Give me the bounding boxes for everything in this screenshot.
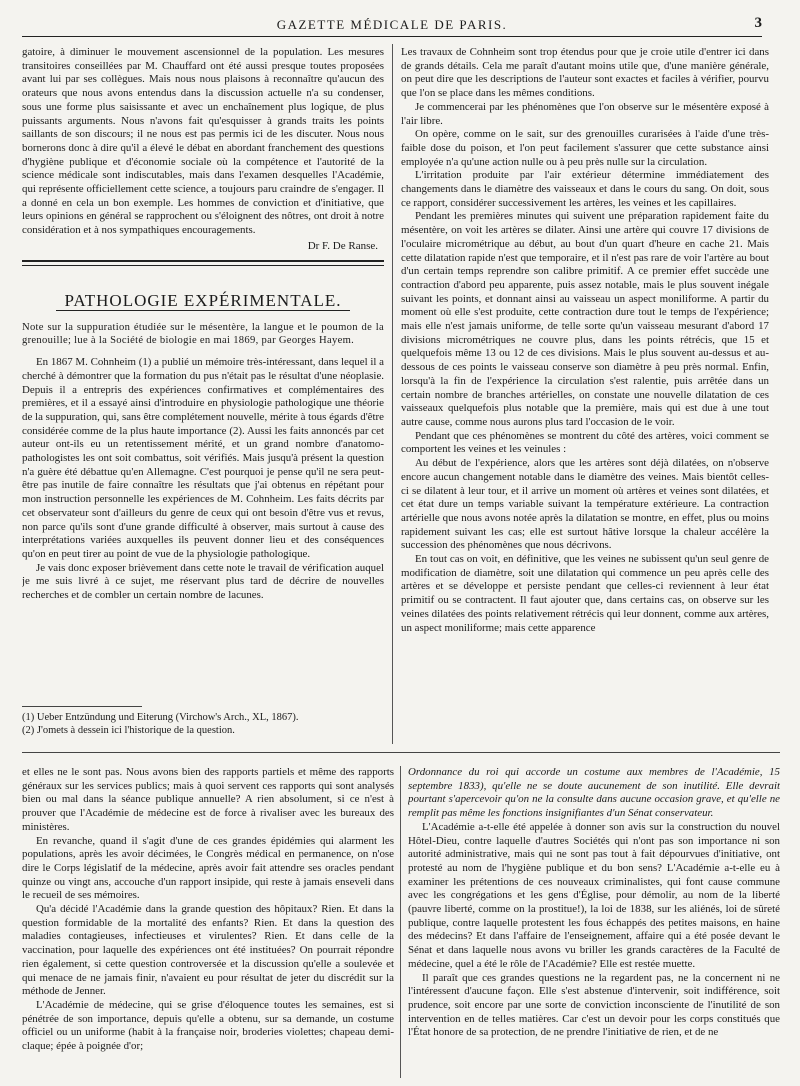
article-paragraph: Je commencerai par les phénomènes que l'on observe sur le mésentère exposé à l'air libre.: [401, 100, 769, 127]
spacer: [22, 348, 384, 356]
article-paragraph: gatoire, à diminuer le mouvement ascensionnel de la population. Les mesures transitoires conseillées par M. Chauffard ont été aussi presque toutes proposées avant lui par ses collègues. Mais nous nous plaisons à reconnaître qu'aucun des orateurs que nous avons entendus dans la discussion actuelle n'a su condenser, sous une forme plus saisissante et avec un enchaînement plus logique, de plus puissants arguments. Nous n'avons fait qu'esquisser à grands traits les points saillants de son discours; il ne nous est pas permis ici de les discuter. Nous nous bornerons donc à dire qu'il a élevé le débat en abordant franchement des questions d'hygiène publique et d'économie sociale où la compétence et l'autorité de la science médicale sont indiscutables, mais dans l'examen desquelles l'Académie, qui représente officiellement cette science, a toujours paru craindre de s'engager. Il a donné en cela un bon exemple. Les hommes de conviction et d'initiative, que leurs opinions en général se rapprochent ou s'éloignent des nôtres, ont droit à notre considération et à nos sympathiques encouragements.: [22, 46, 384, 237]
section-separator: [22, 260, 384, 266]
article-paragraph: Les travaux de Cohnheim sont trop étendus pour que je croie utile d'entrer ici dans de grands détails. Cela me paraît d'autant moins utile que, d'une manière générale, on peut dire que les descriptions de l'auteur sont exactes et faciles à vérifier, pourvu que l'on se place dans les mêmes conditions.: [401, 46, 769, 100]
section-title: PATHOLOGIE EXPÉRIMENTALE.: [56, 294, 349, 311]
feuilleton-paragraph: Il paraît que ces grandes questions ne la regardent pas, ne la concernent ni ne l'intéressent d'aucune façon. Elle s'est abstenue d'intervenir, soit indifférence, soit prudence, soit encore par une sorte de conviction inconsciente de l'inutilité de son intervention en de telles matières. Car c'est un devoir pour les corps constitués que l'État honore de sa protection, de ne prendre l'initiative de rien, et de ne: [408, 971, 780, 1039]
author-signature: Dr F. De Ranse.: [307, 239, 378, 252]
footnote-rule: [22, 706, 142, 707]
article-paragraph: On opère, comme on le sait, sur des grenouilles curarisées à l'aide d'une très-faible dose du poison, et l'on peut facilement s'assurer que cette substance ainsi employée n'a qu'une action nulle ou à peu près nulle sur la circulation.: [401, 128, 769, 168]
page-header: [22, 14, 762, 37]
ordinance-title: Ordonnance du roi qui accorde un costume aux membres de l'Académie, 15 septembre 1833), qu'elle ne se doute aucunement de son inutilité. Elle devrait pourtant s'apercevoir qu'on ne la consulte dans aucune occasion grave, et qu'elle ne remplit pas même les fonctions insignifiantes d'un Sénat conservateur.: [408, 766, 780, 820]
column-upper-right: [401, 46, 769, 742]
footnotes: [22, 700, 384, 746]
article-paragraph: Pendant que ces phénomènes se montrent du côté des artères, voici comment se comportent les veines et les veinules :: [401, 429, 769, 456]
column-lower-right: [408, 766, 780, 1082]
article-paragraph: Au début de l'expérience, alors que les artères sont déjà dilatées, on n'observe encore aucun changement notable dans le diamètre des veines. Mais bientôt celles-ci se dilatent à leur tour, et il arrive un moment où artères et veines sont dilatées, et cet état dure un temps variable suivant la température extérieure. La contraction artérielle que nous avons notée après la dilatation se montre, en effet, plus ou moins rapidement suivant les cas; elle est surtout hâtive lorsque la chaleur accélère la succession des phénomènes que nous décrivons.: [401, 457, 769, 552]
column-upper-left-article-end: [22, 46, 384, 284]
section-paragraph: En 1867 M. Cohnheim (1) a publié un mémoire très-intéressant, dans lequel il a cherché à démontrer que la formation du pus n'était pas le résultat d'une néoplasie. Depuis il a entrepris des expériences confirmatives et complémentaires des premières, et il a essayé ainsi d'introduire en physiologie pathologique une théorie de la suppuration, qui, sans être complétement nouvelle, mérite à tous égards d'être considérée comme de la plus haute importance (2). Aussi les faits annoncés par cet auteur ont-ils eu un retentissement mérité, et un grand nombre d'anatomo-pathologistes les ont soit combattus, soit vérifiés. Mais jusqu'à présent la question n'a guère été débattue qu'en Allemagne. C'est pourquoi je pense qu'il ne sera peut-être pas inutile de faire connaître les résultats que j'ai obtenus en répétant pour mon instruction personnelle les expériences de M. Cohnheim. Les faits décrits par cet observateur sont d'ailleurs du genre de ceux qui ont besoin d'être vus et revus, non parce qu'ils sont d'une grande difficulté à observer, mais surtout à cause des interprétations variées auxquelles ils peuvent donner lieu et des conséquences qu'on en peut tirer au point de vue de la physiologie pathologique.: [22, 356, 384, 560]
article-paragraph: L'irritation produite par l'air extérieur détermine immédiatement des changements dans le diamètre des vaisseaux et dans le cours du sang. On doit, sous ce rapport, considérer successivement les artères, les veines et les capillaires.: [401, 169, 769, 209]
section-heading: [22, 291, 384, 311]
journal-title: GAZETTE MÉDICALE DE PARIS.: [276, 17, 508, 32]
note-heading: Note sur la suppuration étudiée sur le mésentère, la langue et le poumon de la grenouille; lue à la Société de biologie en mai 1869, par Georges Hayem.: [22, 321, 384, 347]
feuilleton-paragraph: et elles ne le sont pas. Nous avons bien des rapports partiels et même des rapports généraux sur les services publics; mais à quoi servent ces rapports qui sont analysés bien ou mal dans la séance publique annuelle? A rien absolument, si ce n'est à prouver que l'Académie de médecine est de force à rivaliser avec les bureaux des ministères.: [22, 766, 394, 833]
article-paragraph: Pendant les premières minutes qui suivent une préparation rapidement faite du mésentère, on voit les artères se dilater. Ainsi une artère qui couvre 17 divisions de l'oculaire micrométrique au début, au bout d'un quart d'heure en cache 21. Mais cette dilatation rapide n'est que temporaire, et il n'est pas rare de voir l'artère au bout d'un certain temps reprendre son calibre primitif. A ce premier effet succède une contraction d'abord peu apparente, puis assez notable, mais le plus souvent inégale suivant les points, et donnant ainsi au vaisseau un aspect moniliforme. A partir du moment où elle s'est produite, cette contraction dure tout le temps de l'expérience; mais elle n'est jamais uniforme, de telle sorte qu'un vaisseau mesurant d'abord 17 divisions micrométriques ne couvre plus, dans les points rétrécis, que 15 et quelquefois même 13 ou 12 de ces divisions. Mais le plus souvent au-dessus et au-dessous de ces points le vaisseau conserve son diamètre à peu près normal. Enfin, lorsqu'à la fin de l'expérience la circulation s'est ralentie, puis arrêtée dans un certain nombre de branches artérielles, on constate une nouvelle dilatation de ces vaisseaux quelquefois plus notable que la première, mais qui est due à une tout autre cause, comme nous aurons plus tard l'occasion de le voir.: [401, 210, 769, 428]
column-divider: [400, 766, 401, 1078]
footnote: (1) Ueber Entzündung und Eiterung (Virchow's Arch., XL, 1867).: [22, 712, 299, 723]
article-paragraph: En tout cas on voit, en définitive, que les veines ne subissent qu'un seul genre de modification de diamètre, soit une dilatation qui commence un peu après celle des artères et se développe et persiste pendant que celles-ci reviennent à leur état primitif ou se contractent. Il faut ajouter que, dans certains cas, on observe sur les veines dilatées des points relativement rétrécis qui leur donnent, comme aux artères, un aspect moniliforme; mais cette apparence: [401, 553, 769, 634]
footnote: (2) J'omets à dessein ici l'historique de la question.: [22, 725, 235, 736]
section-paragraph: Je vais donc exposer brièvement dans cette note le travail de vérification auquel je me suis livré à ce sujet, me réservant plus tard de décrire de nouvelles recherches et de combler un certain nombre de lacunes.: [22, 561, 384, 602]
column-upper-left-section: [22, 290, 384, 698]
feuilleton-paragraph: L'Académie de médecine, qui se grise d'éloquence toutes les semaines, est si pénétrée de son importance, depuis qu'elle a obtenu, sur sa demande, un costume officiel ou un uniforme (habit à la française noir, broderies violettes; chapeau demi-claque; épée à poignée d'or;: [22, 998, 394, 1053]
feuilleton-rule: [22, 752, 780, 753]
feuilleton-paragraph: Qu'a décidé l'Académie dans la grande question des hôpitaux? Rien. Et dans la question formidable de la mortalité des enfants? Rien. Et dans la question des maladies contagieuses, infectieuses et virulentes? Rien. Et dans celle de la vaccination, pour laquelle des expériences ont été instituées? On pourrait répondre rien également, si cette question controversée et la discussion qu'elle a soulevée et qui menace de ne jamais finir, n'avaient eu pour résultat de jeter du discrédit sur la méthode de Jenner.: [22, 903, 394, 998]
feuilleton-paragraph: L'Académie a-t-elle été appelée à donner son avis sur la construction du nouvel Hôtel-Dieu, contre laquelle d'autres Sociétés qui n'ont pas son importance ni son autorité administrative, mais qui ne sont pas tout à fait dépourvues d'initiative, ont protesté au nom de l'hygiène publique et du bon sens? L'Académie a-t-elle eu à examiner les prétentions de ces nouveaux criminalistes, qui font cause commune avec les congrégations et les gens d'Église, pour démolir, au nom de la liberté (pauvre liberté, comme on la prostitue!), la loi de 1838, sur les aliénés, loi de sûreté publique, contre laquelle protestent les fous échappés des petites maisons, en haine des médecins? Et dans l'affaire de l'enseignement, affaire qui a été posée devant le Sénat et dans laquelle nous avons vu briller les grands caractères de la Faculté de médecine, quel a été le rôle de l'Académie? Elle est restée muette.: [408, 820, 780, 970]
feuilleton-paragraph: [408, 766, 780, 821]
column-lower-left: [22, 766, 394, 1082]
column-divider: [392, 44, 393, 744]
feuilleton-paragraph: En revanche, quand il s'agit d'une de ces grandes épidémies qui alarment les populations, après les avoir décimées, le Congrès médical en permanence, on n'ose dire le Corps législatif de la médecine, après avoir fait attendre ses oracles pendant quinze ou vingt ans, accouche d'un rapport insipide, qui reste à jamais enseveli dans le recueil de ses mémoires.: [22, 834, 394, 902]
page-number: 3: [754, 15, 762, 31]
